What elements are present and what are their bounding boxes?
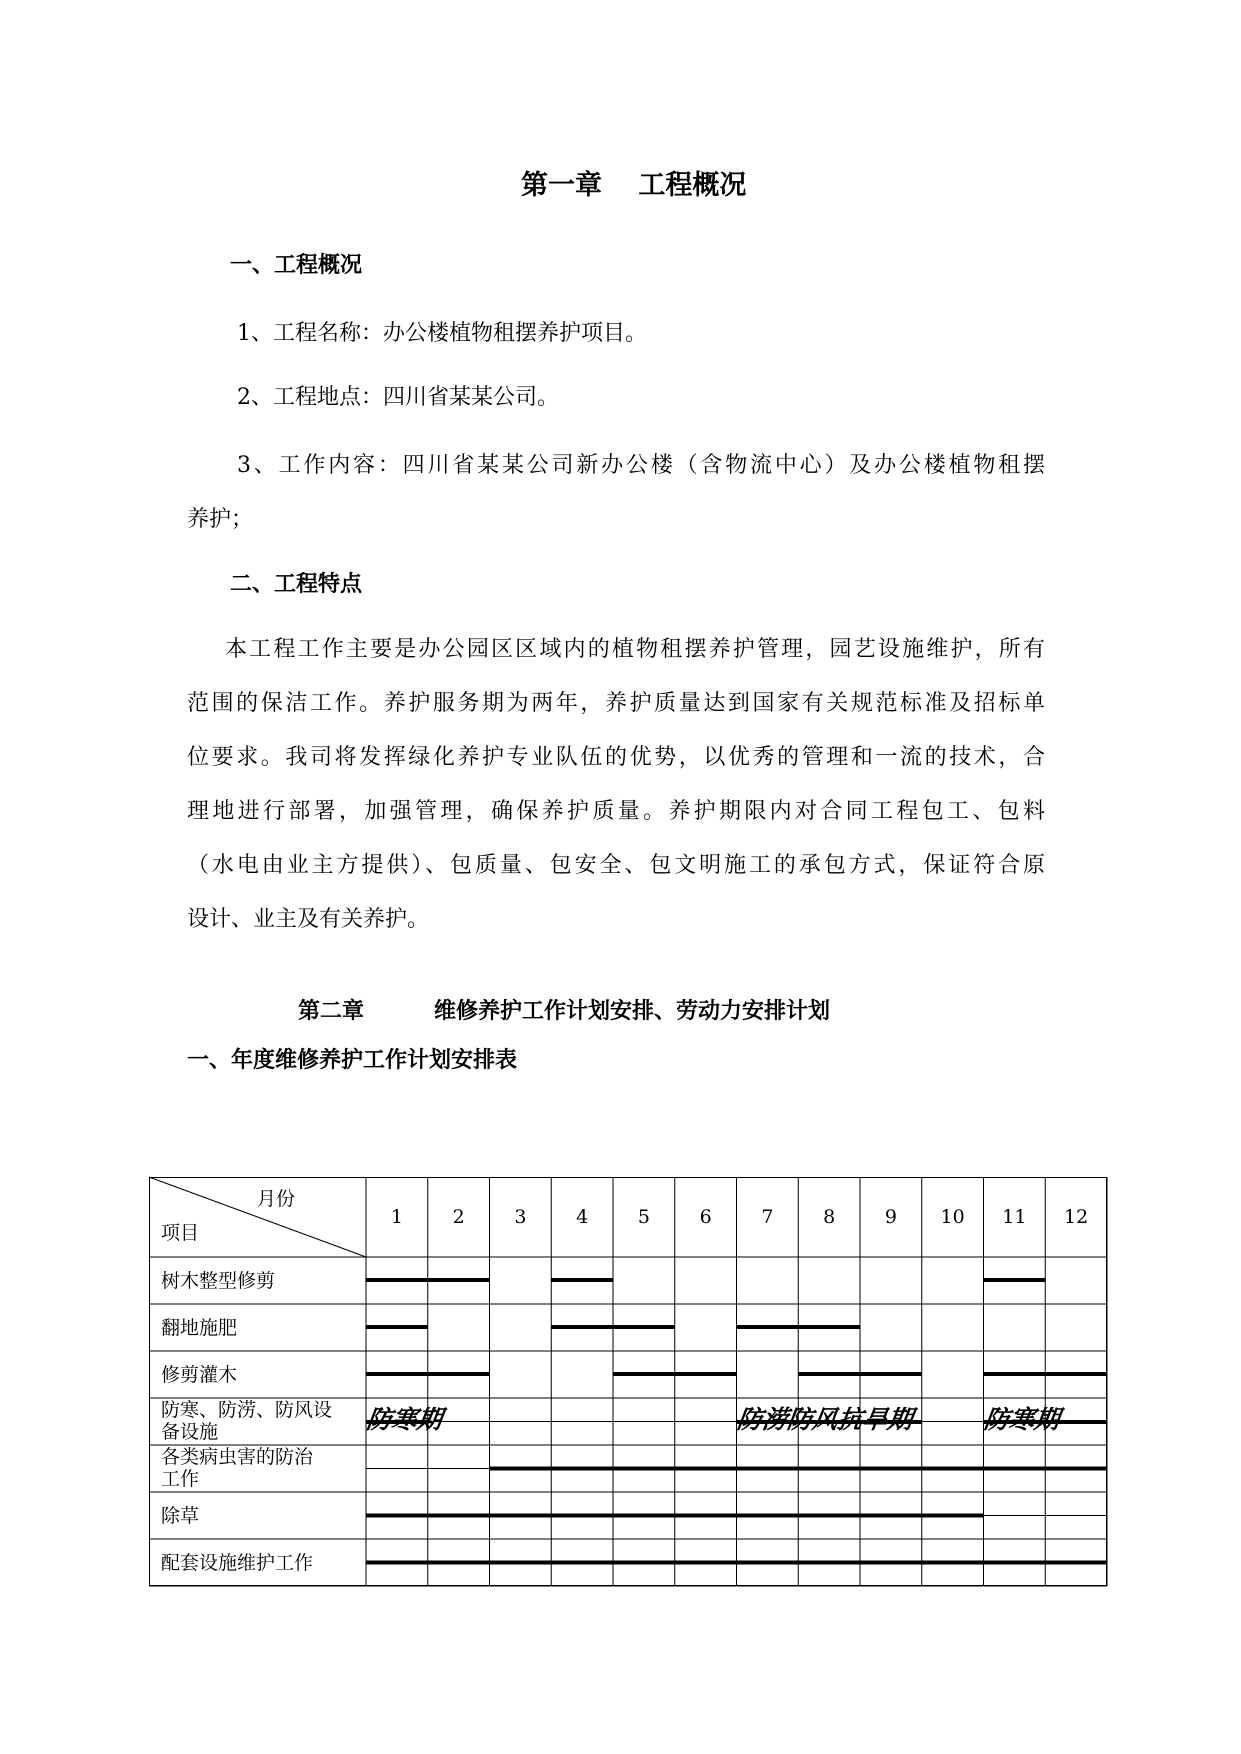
month-number: 1 [390,1206,403,1228]
section-heading-features: 二、工程特点 [230,572,363,597]
period-stamp: 防涝防风抗旱期 [735,1405,915,1434]
table-border [150,1178,1107,1586]
schedule-bar [551,1278,613,1282]
item-project-location: 2、工程地点：四川省某某公司。 [237,385,559,410]
row-label: 翻地施肥 [161,1317,238,1339]
row-label: 树木整型修剪 [161,1270,276,1292]
paragraph-line: 范围的保洁工作。养护服务期为两年，养护质量达到国家有关规范标准及招标单 [187,691,1045,716]
month-number: 6 [699,1206,712,1228]
row-label: 除草 [161,1505,200,1527]
month-number: 8 [823,1206,836,1228]
month-number: 4 [576,1206,589,1228]
paragraph-line: 设计、业主及有关养护。 [187,907,430,932]
month-number: 2 [452,1206,465,1228]
schedule-bar [490,1467,1108,1471]
section-heading-overview: 一、工程概况 [230,253,363,278]
paragraph-line: 本工程工作主要是办公园区区域内的植物租摆养护管理，园艺设施维护，所有 [225,637,1045,662]
schedule-grid [149,1177,1107,1586]
chapter2-title: 维修养护工作计划安排、劳动力安排计划 [434,999,831,1024]
item-project-name: 1、工程名称：办公楼植物租摆养护项目。 [237,321,647,346]
month-number: 9 [884,1206,897,1228]
paragraph-line: 理地进行部署，加强管理，确保养护质量。养护期限内对合同工程包工、包料 [187,799,1045,824]
chapter1-title: 第一章 工程概况 [521,170,747,201]
row-label: 备设施 [161,1421,219,1443]
schedule-bar [366,1514,984,1518]
section-heading-annual-plan: 一、年度维修养护工作计划安排表 [187,1048,518,1073]
row-label: 工作 [161,1468,200,1490]
item-work-content-cont: 养护； [187,507,254,532]
schedule-bar [613,1372,737,1376]
month-number: 3 [514,1206,527,1228]
schedule-bar [366,1561,1107,1565]
paragraph-line: 位要求。我司将发挥绿化养护专业队伍的优势，以优秀的管理和一流的技术，合 [187,745,1045,770]
row-label: 各类病虫害的防治 [161,1446,314,1468]
month-number: 7 [761,1206,774,1228]
schedule-bar [366,1278,490,1282]
header-item-label: 项目 [161,1222,200,1244]
period-stamp: 防寒期 [982,1405,1062,1434]
period-stamp: 防寒期 [364,1405,444,1434]
month-number: 5 [637,1206,650,1228]
month-number: 11 [1002,1206,1027,1228]
schedule-bar [551,1325,675,1329]
annual-maintenance-schedule-table [149,1177,1107,1586]
item-work-content: 3、工作内容：四川省某某公司新办公楼（含物流中心）及办公楼植物租摆 [237,453,1045,478]
schedule-bar [984,1372,1108,1376]
row-label: 配套设施维护工作 [161,1552,314,1574]
schedule-bar [366,1372,490,1376]
schedule-bar [798,1372,922,1376]
schedule-bar [984,1278,1046,1282]
chapter2-label: 第二章 [298,999,365,1024]
month-number: 10 [940,1206,965,1228]
schedule-bar [366,1325,428,1329]
header-month-label: 月份 [257,1188,296,1210]
row-label: 修剪灌木 [161,1364,238,1386]
paragraph-line: （水电由业主方提供）、包质量、包安全、包文明施工的承包方式，保证符合原 [187,853,1045,878]
schedule-bar [737,1325,861,1329]
month-number: 12 [1064,1206,1089,1228]
row-label: 防寒、防涝、防风设 [161,1399,333,1421]
